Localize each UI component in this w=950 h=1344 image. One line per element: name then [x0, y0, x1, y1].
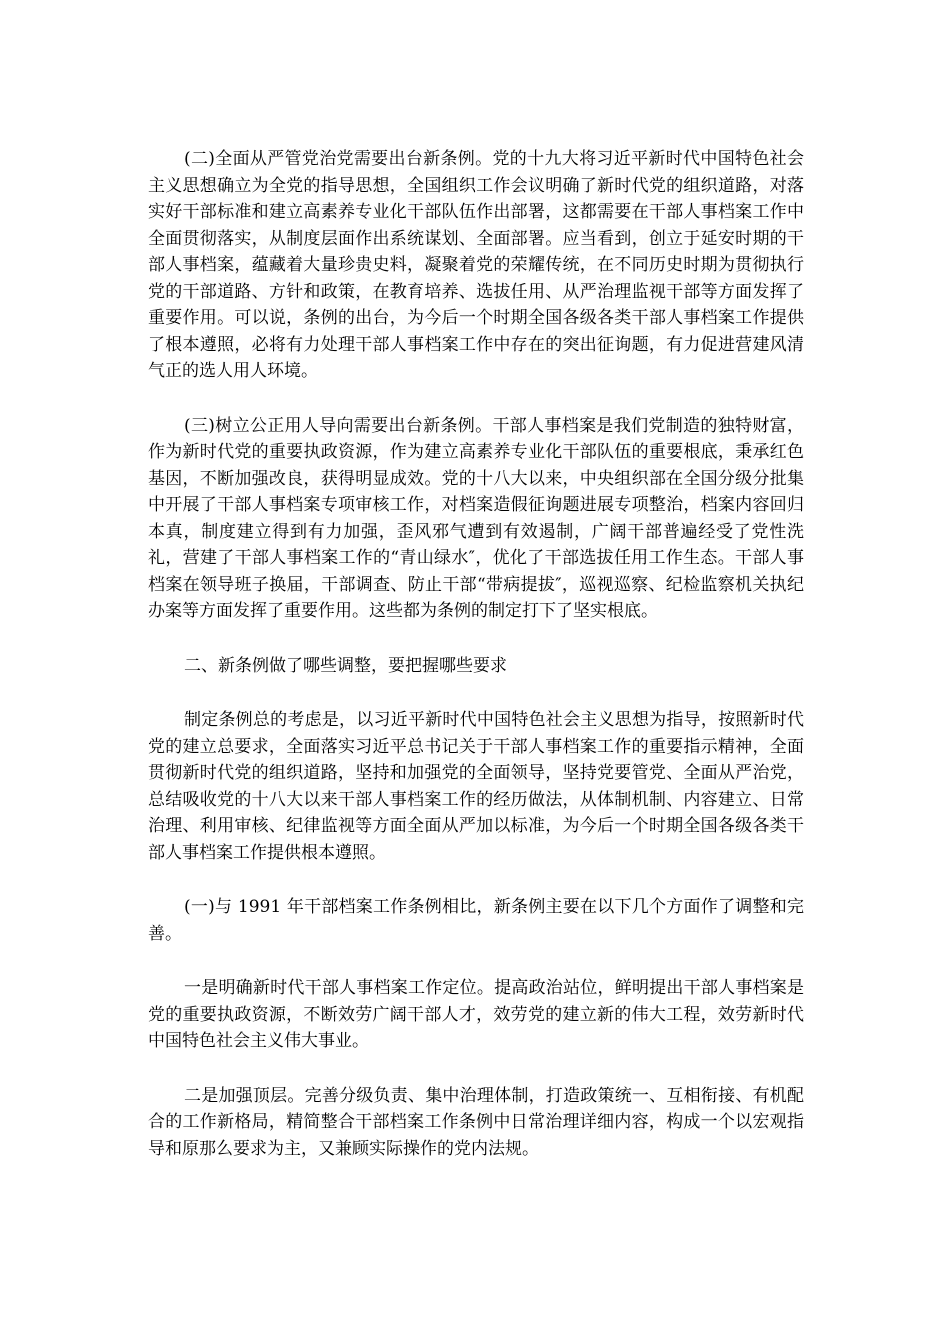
paragraph-section-2: (二)全面从严管党治党需要出台新条例。党的十九大将习近平新时代中国特色社会主义思想确立为全党的指导思想，全国组织工作会议明确了新时代党的组织道路，对落实好干部标准和建立高素养专业化干部队伍作出部署，这都需要在干部人事档案工作中全面贯彻落实，从制度层面作出系统谋划、全面部署。应当看到，创立于延安时期的干部人事档案，蕴藏着大量珍贵史料，凝聚着党的荣耀传统，在不同历史时期为贯彻执行党的干部道路、方针和政策，在教育培养、选拔任用、从严治理监视干部等方面发挥了重要作用。可以说，条例的出台，为今后一个时期全国各级各类干部人事档案工作提供了根本遵照，必将有力处理干部人事档案工作中存在的突出征询题，有力促进营建风清气正的选人用人环境。 [148, 149, 804, 381]
section-heading: 二、新条例做了哪些调整，要把握哪些要求 [184, 655, 507, 676]
paragraph-point-1: 一是明确新时代干部人事档案工作定位。提高政治站位，鲜明提出干部人事档案是党的重要执政资源，不断效劳广阔干部人才，效劳党的建立新的伟大工程，效劳新时代中国特色社会主义伟大事业。 [148, 978, 804, 1051]
paragraph-section-3: (三)树立公正用人导向需要出台新条例。干部人事档案是我们党制造的独特财富，作为新时代党的重要执政资源，作为建立高素养专业化干部队伍的重要根底，秉承红色基因，不断加强改良，获得明显成效。党的十八大以来，中央组织部在全国分级分批集中开展了干部人事档案专项审核工作，对档案造假征询题进展专项整治，档案内容回归本真，制度建立得到有力加强，歪风邪气遭到有效遏制，广阔干部普遍经受了党性洗礼，营建了干部人事档案工作的“青山绿水″，优化了干部选拔任用工作生态。干部人事档案在领导班子换届，干部调查、防止干部“带病提拔″，巡视巡察、纪检监察机关执纪办案等方面发挥了重要作用。这些都为条例的制定打下了坚实根底。 [148, 415, 804, 621]
document-body [148, 146, 804, 1190]
paragraph-comparison: (一)与 1991 年干部档案工作条例相比，新条例主要在以下几个方面作了调整和完善。 [148, 897, 804, 944]
paragraph-overview: 制定条例总的考虑是，以习近平新时代中国特色社会主义思想为指导，按照新时代党的建立总要求，全面落实习近平总书记关于干部人事档案工作的重要指示精神，全面贯彻新时代党的组织道路，坚持和加强党的全面领导，坚持党要管党、全面从严治党，总结吸收党的十八大以来干部人事档案工作的经历做法，从体制机制、内容建立、日常治理、利用审核、纪律监视等方面全面从严加以标准，为今后一个时期全国各级各类干部人事档案工作提供根本遵照。 [148, 710, 804, 863]
paragraph-point-2: 二是加强顶层。完善分级负责、集中治理体制，打造政策统一、互相衔接、有机配合的工作新格局，精简整合干部档案工作条例中日常治理详细内容，构成一个以宏观指导和原那么要求为主，又兼顾实际操作的党内法规。 [148, 1085, 804, 1159]
